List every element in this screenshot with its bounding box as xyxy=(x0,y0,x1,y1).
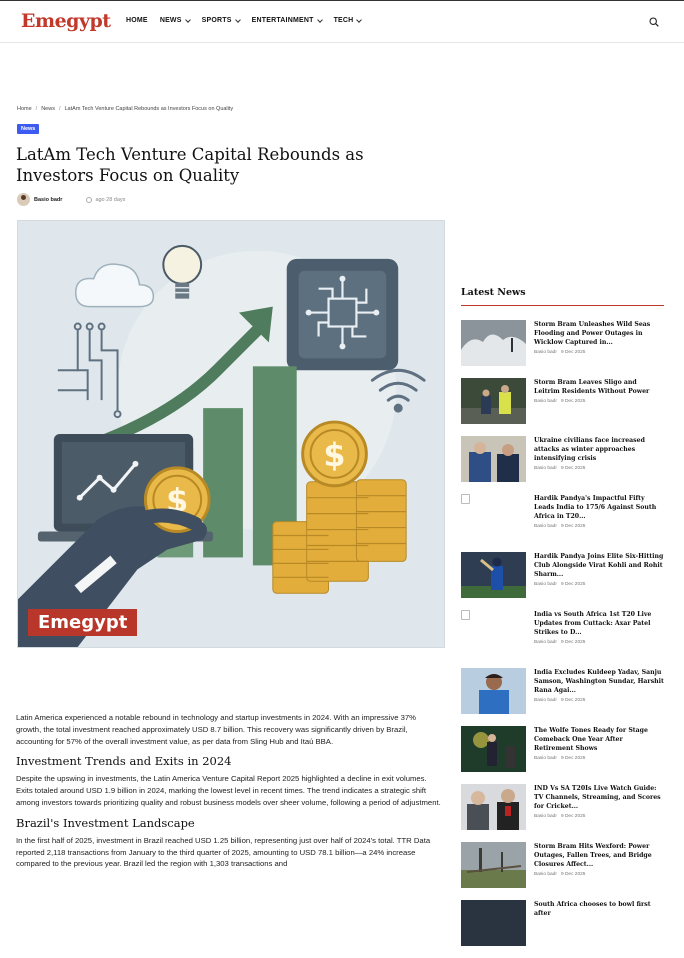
news-item[interactable] xyxy=(461,900,664,958)
publish-time-label: ago 28 days xyxy=(95,196,126,203)
news-meta xyxy=(534,756,664,761)
news-item[interactable] xyxy=(461,842,664,900)
news-thumbnail[interactable] xyxy=(461,726,526,772)
news-date: 9 Dec 2025 xyxy=(560,524,586,529)
nav-entertainment-label: ENTERTAINMENT xyxy=(251,17,314,24)
nav-news-label: NEWS xyxy=(159,17,182,24)
news-body xyxy=(534,610,664,668)
news-thumbnail[interactable] xyxy=(461,668,526,714)
hero-image xyxy=(17,220,445,648)
nav-news[interactable] xyxy=(160,17,190,24)
site-logo[interactable]: Emegypt xyxy=(21,10,111,32)
news-meta xyxy=(534,872,664,877)
breadcrumb-current: LatAm Tech Venture Capital Rebounds as Investors Focus on Quality xyxy=(64,106,234,112)
latest-news-sidebar xyxy=(461,287,664,958)
news-author[interactable]: Basio badr xyxy=(534,640,557,645)
news-author[interactable]: Basio badr xyxy=(534,698,557,703)
news-author[interactable]: Basio badr xyxy=(534,350,557,355)
news-body xyxy=(534,552,664,610)
news-title[interactable]: Storm Bram Hits Wexford: Power Outages, Fallen Trees, and Bridge Closures Affect... xyxy=(534,843,652,868)
news-title[interactable]: India vs South Africa 1st T20 Live Updates from Cuttack: Axar Patel Strikes to D... xyxy=(534,611,652,636)
main-nav xyxy=(126,17,361,24)
hero-watermark-logo: Emegypt xyxy=(28,609,137,636)
news-title[interactable]: Storm Bram Unleashes Wild Seas Flooding and Power Outages in Wicklow Captured in... xyxy=(534,321,651,346)
news-title[interactable]: IND Vs SA T20Is Live Watch Guide: TV Channels, Streaming, and Scores for Cricket... xyxy=(534,785,661,810)
news-thumbnail[interactable] xyxy=(461,436,526,482)
breadcrumb-news[interactable]: News xyxy=(41,106,55,112)
chevron-down-icon xyxy=(185,17,191,23)
news-body xyxy=(534,320,664,378)
nav-tech-label: TECH xyxy=(333,17,354,24)
article-paragraph: In the first half of 2025, investment in Brazil reached USD 1.25 billion, representing just over half of 2024's total. TTR Data reported 2,118 transactions from January to the third quarter of 2025, amounting to USD 78.1 billion—a 24% increase compared to the previous year. Brazil led the region with 1,303 transactions and xyxy=(16,835,431,869)
news-body xyxy=(534,668,664,726)
news-title[interactable]: Storm Bram Leaves Sligo and Leitrim Residents Without Power xyxy=(534,379,650,395)
nav-home-label: HOME xyxy=(126,17,148,24)
news-thumbnail[interactable] xyxy=(461,842,526,888)
dollar-icon: $ xyxy=(166,481,189,520)
news-date: 9 Dec 2025 xyxy=(560,698,586,703)
news-author[interactable]: Basio badr xyxy=(534,524,557,529)
article-meta xyxy=(17,193,125,206)
news-date: 9 Dec 2025 xyxy=(560,872,586,877)
section-heading: Investment Trends and Exits in 2024 xyxy=(16,754,232,769)
news-date: 9 Dec 2025 xyxy=(560,814,586,819)
nav-entertainment[interactable] xyxy=(252,17,322,24)
article-title: LatAm Tech Venture Capital Rebounds as Investors Focus on Quality xyxy=(16,145,364,185)
news-thumbnail[interactable] xyxy=(461,320,526,366)
news-meta xyxy=(534,350,664,355)
news-body xyxy=(534,784,664,842)
news-item[interactable] xyxy=(461,552,664,610)
publish-time xyxy=(86,197,125,203)
news-thumbnail[interactable] xyxy=(461,378,526,424)
news-author[interactable]: Basio badr xyxy=(534,814,557,819)
nav-tech[interactable] xyxy=(334,17,362,24)
news-meta xyxy=(534,640,664,645)
news-title[interactable]: Hardik Pandya Joins Elite Six-Hitting Club Alongside Virat Kohli and Rohit Sharm... xyxy=(534,553,664,578)
news-body xyxy=(534,842,664,900)
news-item[interactable] xyxy=(461,726,664,784)
author-name[interactable]: Basio badr xyxy=(34,196,63,203)
breadcrumb xyxy=(17,106,233,112)
nav-sports[interactable] xyxy=(202,17,240,24)
article-paragraph: Despite the upswing in investments, the Latin America Venture Capital Report 2025 highlighted a decline in exit volumes. Exits totaled around USD 1.9 billion in 2024, marking the lowest level in recent times. The trend indicates a strategic shift among investors towards prioritizing quality and robust business models over sheer volume, following a period of adjustment. xyxy=(16,774,441,807)
chevron-down-icon xyxy=(357,17,363,23)
dollar-icon: $ xyxy=(323,435,346,474)
news-thumbnail[interactable] xyxy=(461,784,526,830)
news-meta xyxy=(534,524,664,529)
hero-illustration xyxy=(18,221,444,647)
sidebar-title: Latest News xyxy=(461,287,664,306)
news-meta xyxy=(534,814,664,819)
news-body xyxy=(534,436,664,494)
chevron-down-icon xyxy=(317,17,323,23)
news-item[interactable] xyxy=(461,494,664,552)
article-paragraph: Latin America experienced a notable rebound in technology and startup investments in 2024. With an impressive 37% growth, the total investment reached approximately USD 8.7 billion. This recovery was significantly driven by Brazil, accounting for 57% of the overall investment value, as per data from Sling Hub and Itaú BBA. xyxy=(16,713,416,746)
news-body xyxy=(534,900,664,958)
news-author[interactable]: Basio badr xyxy=(534,466,557,471)
news-meta xyxy=(534,399,664,404)
breadcrumb-separator: / xyxy=(35,106,38,112)
clock-icon xyxy=(86,197,92,203)
site-header xyxy=(0,0,684,43)
news-item[interactable] xyxy=(461,668,664,726)
news-thumbnail[interactable] xyxy=(461,900,526,946)
news-body xyxy=(534,378,664,436)
news-date: 9 Dec 2025 xyxy=(560,756,586,761)
article-body xyxy=(16,712,442,877)
news-meta xyxy=(534,466,664,471)
news-list xyxy=(461,320,664,958)
news-item[interactable] xyxy=(461,320,664,378)
news-item[interactable] xyxy=(461,378,664,436)
news-author[interactable]: Basio badr xyxy=(534,872,557,877)
news-date: 9 Dec 2025 xyxy=(560,466,586,471)
news-item[interactable] xyxy=(461,610,664,668)
chevron-down-icon xyxy=(235,17,241,23)
category-badge[interactable]: News xyxy=(17,124,39,134)
broken-image-icon[interactable] xyxy=(461,610,526,656)
news-author[interactable]: Basio badr xyxy=(534,756,557,761)
news-title[interactable]: Ukraine civilians face increased attacks as winter approaches intensifying crisis xyxy=(534,437,645,462)
news-body xyxy=(534,726,664,784)
nav-home[interactable] xyxy=(126,17,148,24)
news-item[interactable] xyxy=(461,784,664,842)
nav-sports-label: SPORTS xyxy=(201,17,232,24)
section-heading: Brazil's Investment Landscape xyxy=(16,815,195,830)
news-meta xyxy=(534,582,664,587)
news-author[interactable]: Basio badr xyxy=(534,399,557,404)
breadcrumb-separator: / xyxy=(58,106,61,112)
news-thumbnail[interactable] xyxy=(461,552,526,598)
news-item[interactable] xyxy=(461,436,664,494)
news-title[interactable]: South Africa chooses to bowl first after xyxy=(534,901,651,917)
news-date: 9 Dec 2025 xyxy=(560,640,586,645)
broken-image-icon[interactable] xyxy=(461,494,526,540)
news-date: 9 Dec 2025 xyxy=(560,399,586,404)
news-title[interactable]: The Wolfe Tones Ready for Stage Comeback One Year After Retirement Shows xyxy=(534,727,648,752)
search-icon[interactable] xyxy=(649,17,659,27)
author-avatar[interactable] xyxy=(17,193,30,206)
breadcrumb-home[interactable]: Home xyxy=(17,106,32,112)
news-meta xyxy=(534,698,664,703)
news-title[interactable]: India Excludes Kuldeep Yadav, Sanju Samson, Washington Sundar, Harshit Rana Agai... xyxy=(534,669,664,694)
news-date: 9 Dec 2025 xyxy=(560,350,586,355)
news-body xyxy=(534,494,664,552)
news-date: 9 Dec 2025 xyxy=(560,582,586,587)
news-author[interactable]: Basio badr xyxy=(534,582,557,587)
news-title[interactable]: Hardik Pandya's Impactful Fifty Leads India to 175/6 Against South Africa in T20... xyxy=(534,495,657,520)
